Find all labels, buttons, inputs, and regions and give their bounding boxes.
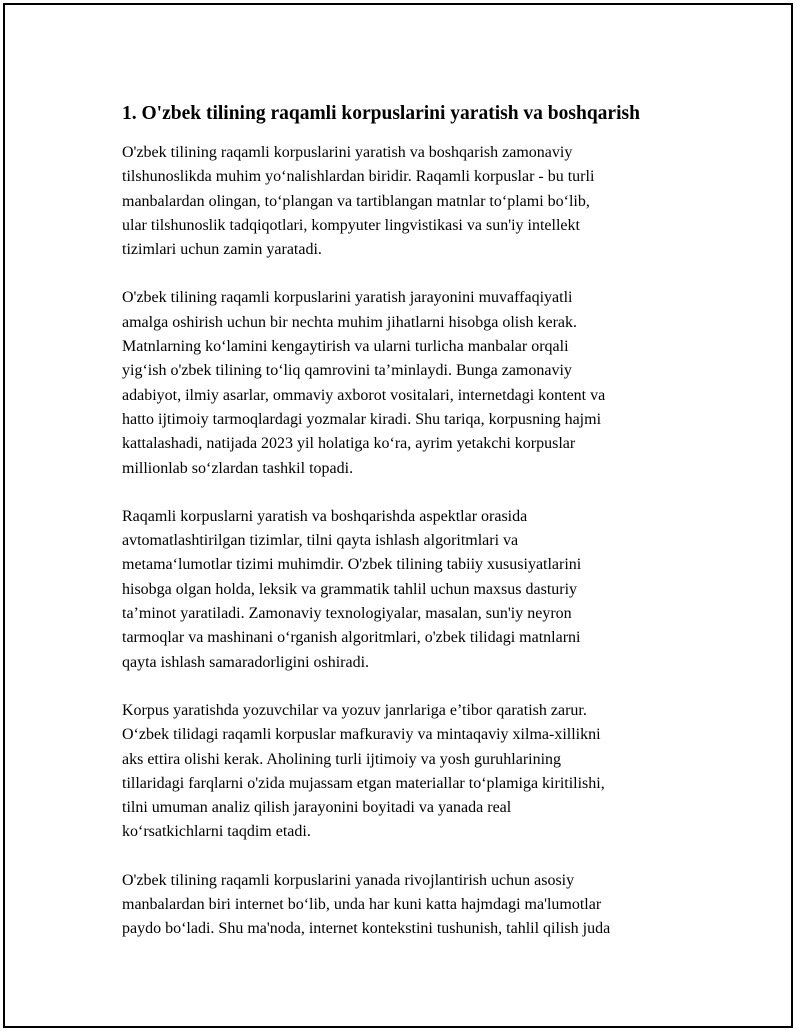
text-line: millionlab so‘zlardan tashkil topadi. <box>122 459 354 477</box>
text-line: O‘zbek tilidagi raqamli korpuslar mafkuraviy va mintaqaviy xilma-xillikni <box>122 726 601 744</box>
paragraph-5 <box>122 869 692 942</box>
text-line: hatto ijtimoiy tarmoqlardagi yozmalar kiradi. Shu tariqa, korpusning hajmi <box>122 410 602 428</box>
page-frame <box>3 3 793 1028</box>
paragraph-2 <box>122 286 692 480</box>
text-line: ular tilshunoslik tadqiqotlari, kompyuter lingvistikasi va sun'iy intellekt <box>122 216 580 234</box>
text-line: tarmoqlar va mashinani o‘rganish algoritmlari, o'zbek tilidagi matnlarni <box>122 629 581 647</box>
paragraph-1 <box>122 141 692 262</box>
text-line: hisobga olgan holda, leksik va grammatik tahlil uchun maxsus dasturiy <box>122 580 578 598</box>
text-line: Korpus yaratishda yozuvchilar va yozuv janrlariga e’tibor qaratish zarur. <box>122 701 587 719</box>
paragraph-3 <box>122 505 692 675</box>
text-line: amalga oshirish uchun bir nechta muhim jihatlarni hisobga olish kerak. <box>122 313 578 331</box>
text-line: ta’minot yaratiladi. Zamonaviy texnologiyalar, masalan, sun'iy neyron <box>122 605 572 623</box>
document-body <box>122 101 692 966</box>
text-line: aks ettira olishi kerak. Aholining turli ijtimoiy va yosh guruhlarining <box>122 750 562 768</box>
text-line: qayta ishlash samaradorligini oshiradi. <box>122 653 370 671</box>
text-line: O'zbek tilining raqamli korpuslarini yaratish va boshqarish zamonaviy <box>122 144 573 161</box>
text-line: O'zbek tilining raqamli korpuslarini yaratish jarayonini muvaffaqiyatli <box>122 289 573 307</box>
text-line: tillaridagi farqlarni o'zida mujassam etgan materiallar to‘plamiga kiritilishi, <box>122 774 605 792</box>
section-heading: 1. O'zbek tilining raqamli korpuslarini yaratish va boshqarish <box>122 103 640 124</box>
text-line: tizimlari uchun zamin yaratadi. <box>122 241 322 259</box>
text-line: ko‘rsatkichlarni taqdim etadi. <box>122 823 311 841</box>
text-line: adabiyot, ilmiy asarlar, ommaviy axborot vositalari, internetdagi kontent va <box>122 386 606 404</box>
text-line: Raqamli korpuslarni yaratish va boshqarishda aspektlar orasida <box>122 507 528 525</box>
paragraph-4 <box>122 699 692 845</box>
text-line: metama‘lumotlar tizimi muhimdir. O'zbek tilining tabiiy xususiyatlarini <box>122 556 582 574</box>
text-line: yig‘ish o'zbek tilining to‘liq qamrovini ta’minlaydi. Bunga zamonaviy <box>122 362 572 380</box>
text-line: Matnlarning ko‘lamini kengaytirish va ularni turlicha manbalar orqali <box>122 338 569 356</box>
text-line: paydo bo‘ladi. Shu ma'noda, internet kontekstini tushunish, tahlil qilish juda <box>122 920 611 938</box>
text-line: tilni umuman analiz qilish jarayonini boyitadi va yanada real <box>122 799 512 817</box>
text-line: kattalashadi, natijada 2023 yil holatiga ko‘ra, ayrim yetakchi korpuslar <box>122 435 576 453</box>
text-line: O'zbek tilining raqamli korpuslarini yanada rivojlantirish uchun asosiy <box>122 871 575 889</box>
text-line: tilshunoslikda muhim yo‘nalishlardan biridir. Raqamli korpuslar - bu turli <box>122 168 595 186</box>
text-line: avtomatlashtirilgan tizimlar, tilni qayta ishlash algoritmlari va <box>122 532 519 550</box>
text-line: manbalardan biri internet bo‘lib, unda har kuni katta hajmdagi ma'lumotlar <box>122 896 602 914</box>
text-line: manbalardan olingan, to‘plangan va tartiblangan matnlar to‘plami bo‘lib, <box>122 192 590 210</box>
